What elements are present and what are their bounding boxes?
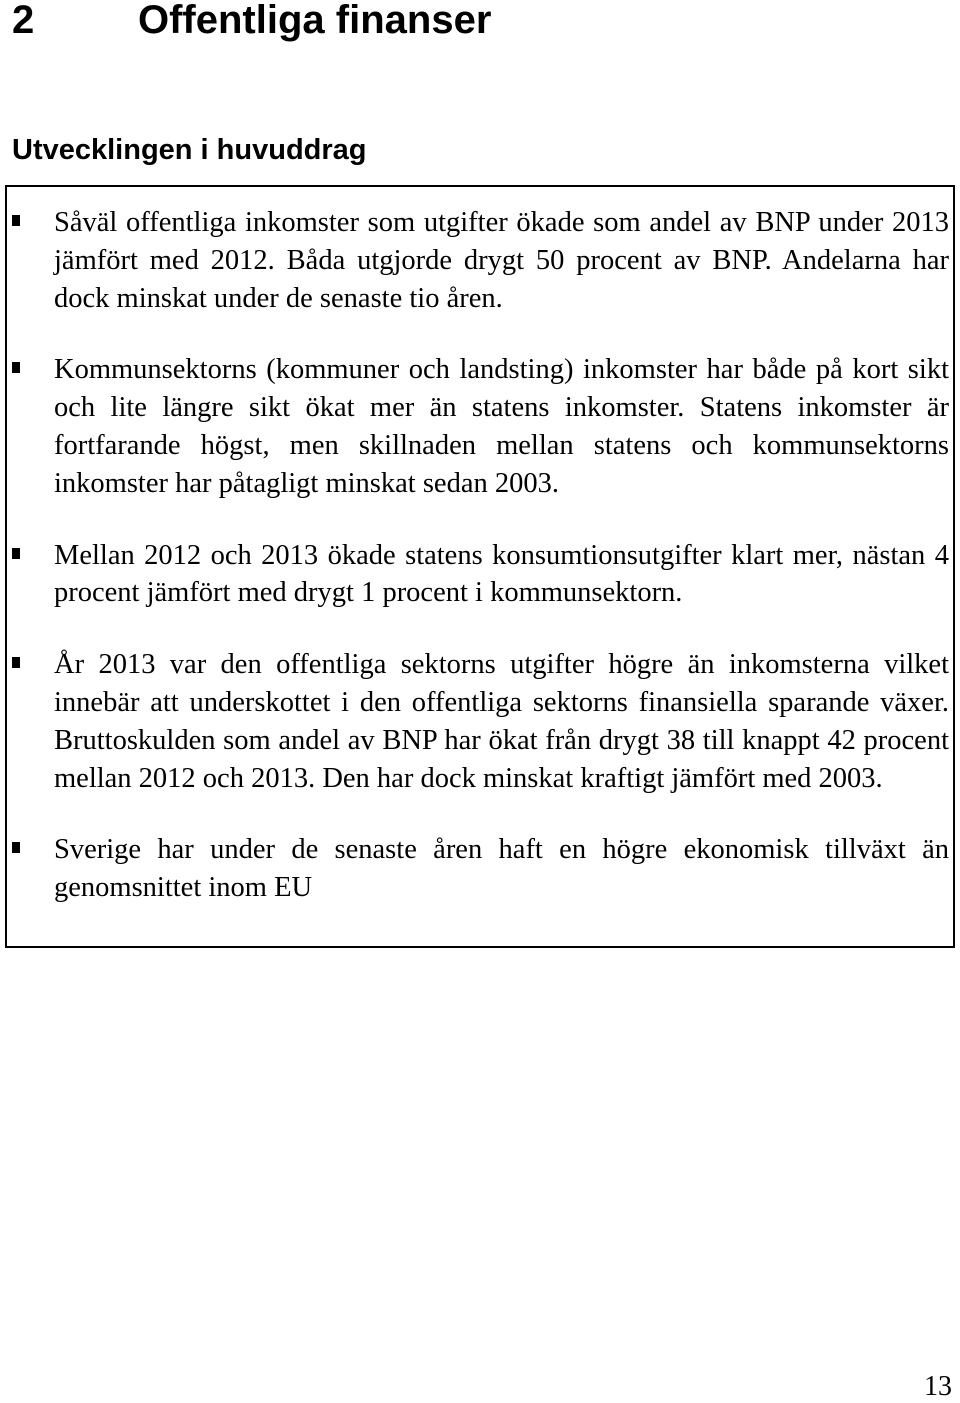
- chapter-title: Offentliga finanser: [138, 0, 492, 42]
- square-bullet-icon: [12, 548, 20, 559]
- summary-bullet-text: Kommunsektorns (kommuner och landsting) inkomster har både på kort sikt och lite längre sikt ökat mer än statens inkomster. Statens inkomster är fortfarande högst, men skillnaden mellan statens och kommunsektorns inkomster har påtagligt minskat sedan 2003.: [54, 354, 949, 499]
- summary-bullet-text: År 2013 var den offentliga sektorns utgifter högre än inkomsterna vilket innebär att underskottet i den offentliga sektorns finansiella sparande växer. Bruttoskulden som andel av BNP har ökat från drygt 38 till knappt 42 procent mellan 2012 och 2013. Den har dock minskat kraftigt jämfört med 2003.: [54, 649, 949, 794]
- summary-bullet: [7, 204, 953, 317]
- summary-bullet-text: Såväl offentliga inkomster som utgifter ökade som andel av BNP under 2013 jämfört med 2012. Båda utgjorde drygt 50 procent av BNP. Andelarna har dock minskat under de senaste tio åren.: [54, 207, 949, 314]
- summary-bullet: [7, 537, 953, 613]
- chapter-heading: [12, 0, 491, 46]
- chapter-number: 2: [12, 0, 35, 42]
- summary-bullet: [7, 831, 953, 907]
- summary-bullet: [7, 646, 953, 797]
- summary-box: [5, 185, 955, 948]
- square-bullet-icon: [12, 215, 20, 226]
- page-number: 13: [924, 1371, 952, 1402]
- summary-bullet: [7, 351, 953, 502]
- section-heading: Utvecklingen i huvuddrag: [12, 134, 367, 166]
- summary-bullet-list: [7, 204, 953, 907]
- square-bullet-icon: [12, 842, 20, 853]
- summary-bullet-text: Mellan 2012 och 2013 ökade statens konsumtionsutgifter klart mer, nästan 4 procent jämfört med drygt 1 procent i kommunsektorn.: [54, 539, 949, 609]
- summary-bullet-text: Sverige har under de senaste åren haft en högre ekonomisk tillväxt än genomsnittet inom EU: [54, 834, 949, 904]
- square-bullet-icon: [12, 657, 20, 668]
- square-bullet-icon: [12, 362, 20, 373]
